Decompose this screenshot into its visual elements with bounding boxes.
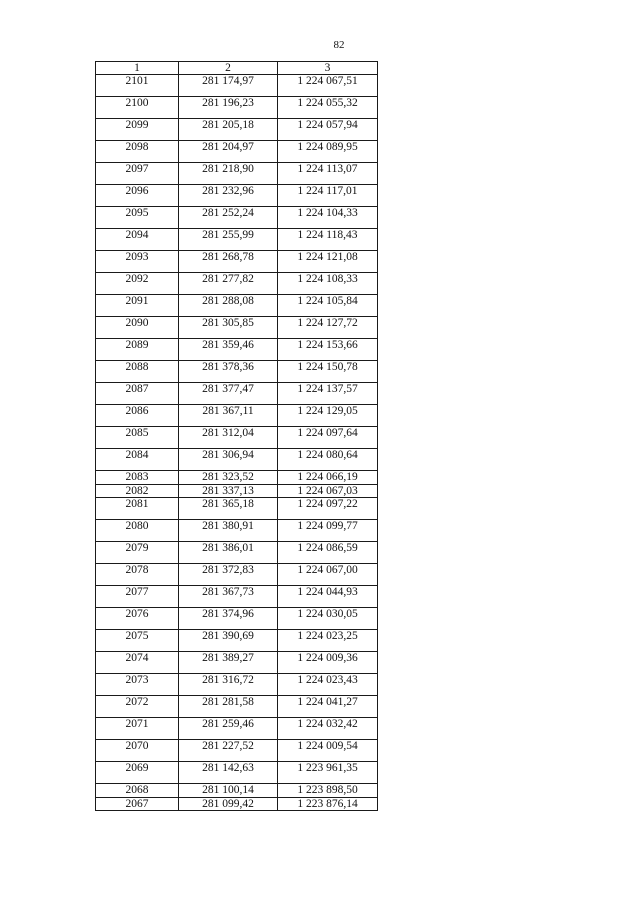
y-coordinate-cell: 1 223 898,50 — [278, 784, 378, 798]
table-row — [96, 674, 378, 696]
table-row — [96, 630, 378, 652]
y-coordinate-cell: 1 224 113,07 — [278, 163, 378, 185]
x-coordinate-cell: 281 306,94 — [179, 449, 278, 471]
y-coordinate-cell: 1 223 876,14 — [278, 798, 378, 811]
x-coordinate-cell: 281 390,69 — [179, 630, 278, 652]
table-row — [96, 718, 378, 740]
y-coordinate-cell: 1 224 030,05 — [278, 608, 378, 630]
point-number-cell: 2076 — [96, 608, 179, 630]
point-number-cell: 2080 — [96, 520, 179, 542]
y-coordinate-cell: 1 224 127,72 — [278, 317, 378, 339]
table-row — [96, 564, 378, 586]
point-number-cell: 2089 — [96, 339, 179, 361]
y-coordinate-cell: 1 224 023,25 — [278, 630, 378, 652]
point-number-cell: 2095 — [96, 207, 179, 229]
x-coordinate-cell: 281 380,91 — [179, 520, 278, 542]
table-row — [96, 207, 378, 229]
table-row — [96, 520, 378, 542]
y-coordinate-cell: 1 224 150,78 — [278, 361, 378, 383]
y-coordinate-cell: 1 224 129,05 — [278, 405, 378, 427]
point-number-cell: 2073 — [96, 674, 179, 696]
table-row — [96, 498, 378, 520]
y-coordinate-cell: 1 223 961,35 — [278, 762, 378, 784]
y-coordinate-cell: 1 224 023,43 — [278, 674, 378, 696]
x-coordinate-cell: 281 268,78 — [179, 251, 278, 273]
table-row — [96, 339, 378, 361]
table-row — [96, 762, 378, 784]
column-header-2: 2 — [179, 62, 278, 75]
table-row — [96, 229, 378, 251]
x-coordinate-cell: 281 386,01 — [179, 542, 278, 564]
point-number-cell: 2097 — [96, 163, 179, 185]
column-header-1: 1 — [96, 62, 179, 75]
table-row — [96, 471, 378, 485]
x-coordinate-cell: 281 377,47 — [179, 383, 278, 405]
x-coordinate-cell: 281 232,96 — [179, 185, 278, 207]
point-number-cell: 2094 — [96, 229, 179, 251]
x-coordinate-cell: 281 252,24 — [179, 207, 278, 229]
x-coordinate-cell: 281 259,46 — [179, 718, 278, 740]
y-coordinate-cell: 1 224 067,00 — [278, 564, 378, 586]
x-coordinate-cell: 281 312,04 — [179, 427, 278, 449]
point-number-cell: 2088 — [96, 361, 179, 383]
x-coordinate-cell: 281 337,13 — [179, 485, 278, 498]
x-coordinate-cell: 281 389,27 — [179, 652, 278, 674]
point-number-cell: 2079 — [96, 542, 179, 564]
y-coordinate-cell: 1 224 099,77 — [278, 520, 378, 542]
point-number-cell: 2078 — [96, 564, 179, 586]
table-row — [96, 119, 378, 141]
y-coordinate-cell: 1 224 097,64 — [278, 427, 378, 449]
point-number-cell: 2090 — [96, 317, 179, 339]
y-coordinate-cell: 1 224 117,01 — [278, 185, 378, 207]
table-row — [96, 75, 378, 97]
point-number-cell: 2100 — [96, 97, 179, 119]
point-number-cell: 2101 — [96, 75, 179, 97]
point-number-cell: 2087 — [96, 383, 179, 405]
x-coordinate-cell: 281 359,46 — [179, 339, 278, 361]
table-row — [96, 652, 378, 674]
y-coordinate-cell: 1 224 067,51 — [278, 75, 378, 97]
y-coordinate-cell: 1 224 108,33 — [278, 273, 378, 295]
x-coordinate-cell: 281 374,96 — [179, 608, 278, 630]
table-row — [96, 295, 378, 317]
table-row — [96, 163, 378, 185]
y-coordinate-cell: 1 224 097,22 — [278, 498, 378, 520]
table-row — [96, 273, 378, 295]
point-number-cell: 2091 — [96, 295, 179, 317]
point-number-cell: 2086 — [96, 405, 179, 427]
coordinates-table — [95, 61, 378, 811]
y-coordinate-cell: 1 224 080,64 — [278, 449, 378, 471]
point-number-cell: 2085 — [96, 427, 179, 449]
x-coordinate-cell: 281 288,08 — [179, 295, 278, 317]
x-coordinate-cell: 281 205,18 — [179, 119, 278, 141]
x-coordinate-cell: 281 316,72 — [179, 674, 278, 696]
y-coordinate-cell: 1 224 032,42 — [278, 718, 378, 740]
point-number-cell: 2075 — [96, 630, 179, 652]
y-coordinate-cell: 1 224 086,59 — [278, 542, 378, 564]
x-coordinate-cell: 281 100,14 — [179, 784, 278, 798]
y-coordinate-cell: 1 224 009,36 — [278, 652, 378, 674]
table-row — [96, 383, 378, 405]
point-number-cell: 2072 — [96, 696, 179, 718]
table-row — [96, 784, 378, 798]
table-body — [96, 75, 378, 811]
y-coordinate-cell: 1 224 104,33 — [278, 207, 378, 229]
table-row — [96, 485, 378, 498]
y-coordinate-cell: 1 224 066,19 — [278, 471, 378, 485]
table-row — [96, 586, 378, 608]
y-coordinate-cell: 1 224 057,94 — [278, 119, 378, 141]
table-row — [96, 405, 378, 427]
point-number-cell: 2099 — [96, 119, 179, 141]
x-coordinate-cell: 281 372,83 — [179, 564, 278, 586]
point-number-cell: 2077 — [96, 586, 179, 608]
table-row — [96, 317, 378, 339]
table-row — [96, 251, 378, 273]
x-coordinate-cell: 281 227,52 — [179, 740, 278, 762]
x-coordinate-cell: 281 281,58 — [179, 696, 278, 718]
column-header-3: 3 — [278, 62, 378, 75]
table-row — [96, 542, 378, 564]
page-number: 82 — [333, 39, 345, 51]
table-row — [96, 141, 378, 163]
point-number-cell: 2082 — [96, 485, 179, 498]
point-number-cell: 2083 — [96, 471, 179, 485]
x-coordinate-cell: 281 255,99 — [179, 229, 278, 251]
x-coordinate-cell: 281 365,18 — [179, 498, 278, 520]
y-coordinate-cell: 1 224 137,57 — [278, 383, 378, 405]
y-coordinate-cell: 1 224 055,32 — [278, 97, 378, 119]
x-coordinate-cell: 281 218,90 — [179, 163, 278, 185]
point-number-cell: 2067 — [96, 798, 179, 811]
point-number-cell: 2084 — [96, 449, 179, 471]
y-coordinate-cell: 1 224 044,93 — [278, 586, 378, 608]
y-coordinate-cell: 1 224 041,27 — [278, 696, 378, 718]
y-coordinate-cell: 1 224 118,43 — [278, 229, 378, 251]
x-coordinate-cell: 281 367,11 — [179, 405, 278, 427]
point-number-cell: 2068 — [96, 784, 179, 798]
x-coordinate-cell: 281 367,73 — [179, 586, 278, 608]
point-number-cell: 2070 — [96, 740, 179, 762]
table-row — [96, 361, 378, 383]
x-coordinate-cell: 281 174,97 — [179, 75, 278, 97]
point-number-cell: 2071 — [96, 718, 179, 740]
point-number-cell: 2096 — [96, 185, 179, 207]
x-coordinate-cell: 281 305,85 — [179, 317, 278, 339]
x-coordinate-cell: 281 204,97 — [179, 141, 278, 163]
y-coordinate-cell: 1 224 067,03 — [278, 485, 378, 498]
y-coordinate-cell: 1 224 153,66 — [278, 339, 378, 361]
x-coordinate-cell: 281 277,82 — [179, 273, 278, 295]
table-header-row — [96, 62, 378, 75]
point-number-cell: 2092 — [96, 273, 179, 295]
point-number-cell: 2098 — [96, 141, 179, 163]
table-row — [96, 798, 378, 811]
table-row — [96, 427, 378, 449]
table-row — [96, 97, 378, 119]
table-row — [96, 740, 378, 762]
point-number-cell: 2081 — [96, 498, 179, 520]
point-number-cell: 2069 — [96, 762, 179, 784]
x-coordinate-cell: 281 323,52 — [179, 471, 278, 485]
table-row — [96, 185, 378, 207]
y-coordinate-cell: 1 224 121,08 — [278, 251, 378, 273]
x-coordinate-cell: 281 099,42 — [179, 798, 278, 811]
table-row — [96, 608, 378, 630]
point-number-cell: 2074 — [96, 652, 179, 674]
y-coordinate-cell: 1 224 105,84 — [278, 295, 378, 317]
y-coordinate-cell: 1 224 009,54 — [278, 740, 378, 762]
point-number-cell: 2093 — [96, 251, 179, 273]
x-coordinate-cell: 281 196,23 — [179, 97, 278, 119]
table-row — [96, 696, 378, 718]
x-coordinate-cell: 281 378,36 — [179, 361, 278, 383]
y-coordinate-cell: 1 224 089,95 — [278, 141, 378, 163]
x-coordinate-cell: 281 142,63 — [179, 762, 278, 784]
table-row — [96, 449, 378, 471]
